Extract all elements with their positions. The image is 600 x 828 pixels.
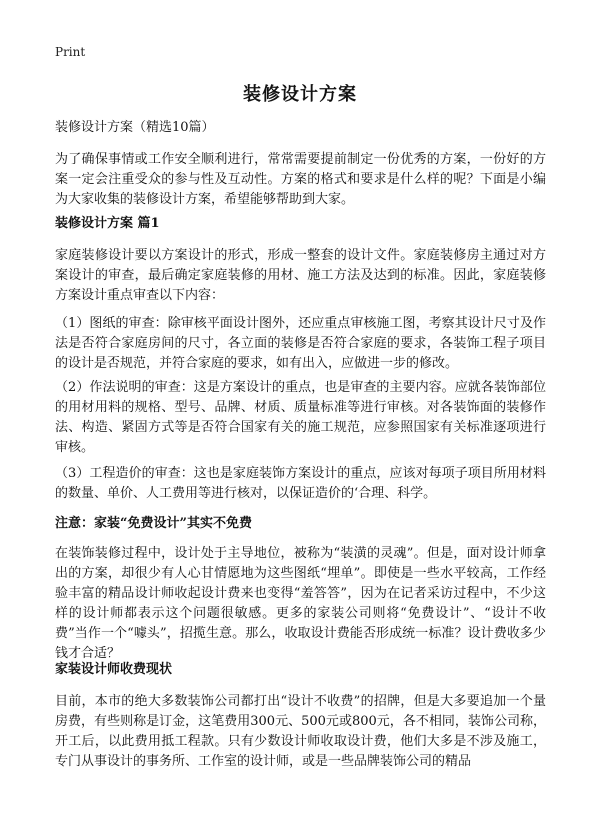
subtitle: 装修设计方案（精选10篇） (55, 120, 215, 135)
section1-paragraph-4: （3）工程造价的审查：这也是家庭装饰方案设计的重点，应该对每项子项目所用材料的数量、单价、人工费用等进行核对，以保证造价的‘合理、科学。 (55, 466, 546, 501)
section3-heading: 家装设计师收费现状 (55, 662, 173, 677)
section3-paragraph-1: 目前，本市的绝大多数装饰公司都打出“设计不收费”的招牌，但是大多要追加一个量房费，有些则称是订金，这笔费用300元、500元或800元，各不相同，装饰公司称，开工后，以此费用抵工程款。只有少数设计师收取设计费，他们大多是不涉及施工，专门从事设计的事务所、工作室的设计师，或是一些品牌装饰公司的精品 (55, 694, 546, 769)
page-title: 装修设计方案 (243, 84, 357, 105)
section1-paragraph-3: （2）作法说明的审查：这是方案设计的重点，也是审查的主要内容。应就各装饰部位的用材用料的规格、型号、品牌、材质、质量标准等进行审核。对各装饰面的装修作法、构造、紧固方式等是否符合国家有关的施工规范，应参照国家有关标准逐项进行审核。 (55, 380, 546, 455)
intro-paragraph: 为了确保事情或工作安全顺利进行，常常需要提前制定一份优秀的方案，一份好的方案一定会注重受众的参与性及互动性。方案的格式和要求是什么样的呢？下面是小编为大家收集的装修设计方案，希望能够帮助到大家。 (55, 152, 546, 207)
section2-heading: 注意：家装“免费设计”其实不免费 (55, 516, 252, 531)
section2-paragraph-1: 在装饰装修过程中，设计处于主导地位，被称为“装潢的灵魂”。但是，面对设计师拿出的方案，却很少有人心甘情愿地为这些图纸“埋单”。即使是一些水平较高，工作经验丰富的精品设计师收起设计费来也变得“羞答答”，因为在记者采访过程中，不少这样的设计师都表示这个问题很敏感。更多的家装公司则将“免费设计”、“设计不收费”当作一个“噱头”，招揽生意。那么，收取设计费能否形成统一标准？设计费收多少钱才合适？ (55, 546, 546, 661)
section1-paragraph-1: 家庭装修设计要以方案设计的形式，形成一整套的设计文件。家庭装修房主通过对方案设计的审查，最后确定家庭装修的用材、施工方法及达到的标准。因此，家庭装修方案设计重点审查以下内容： (55, 248, 546, 303)
section1-paragraph-2: （1）图纸的审查：除审核平面设计图外，还应重点审核施工图，考察其设计尺寸及作法是否符合家庭房间的尺寸，各立面的装修是否符合家庭的要求，各装饰工程子项目的设计是否规范，并符合家庭的要求，如有出入，应做进一步的修改。 (55, 316, 546, 371)
section1-heading: 装修设计方案 篇1 (55, 216, 160, 231)
print-link[interactable]: Print (55, 45, 86, 59)
